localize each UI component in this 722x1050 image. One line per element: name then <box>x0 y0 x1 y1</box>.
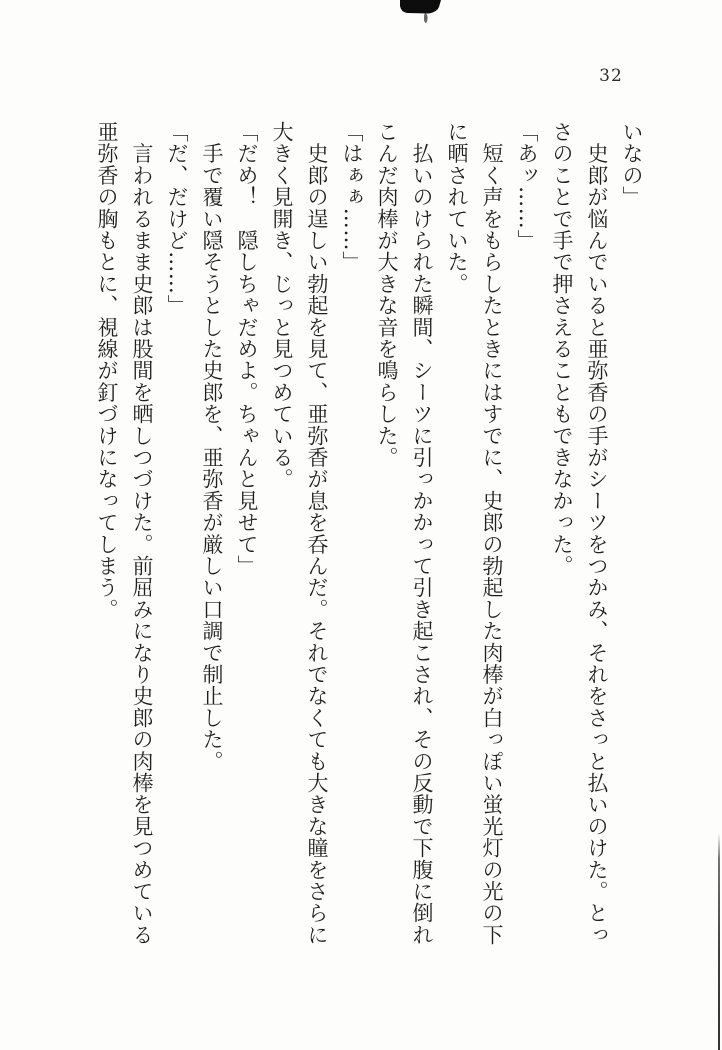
page-edge-shadow <box>718 833 720 1050</box>
paragraph-narrative: 言われるまま史郎は股間を晒しつづけた。前屈みになり史郎の肉棒を見つめている亜弥香の胸もとに、視線が釘づけになってしまう。 <box>95 121 154 946</box>
page-number: 32 <box>599 66 623 86</box>
paragraph-narrative: 史郎の逞しい勃起を見て、亜弥香が息を呑んだ。それでなくても大きな瞳をさらに大きく見開き、じっと見つめている。 <box>270 121 329 946</box>
paragraph-narrative: 史郎が悩んでいると亜弥香の手がシーツをつかみ、それをさっと払いのけた。とっさのことで手で押さえることもできなかった。 <box>550 121 609 946</box>
body-text <box>89 121 649 949</box>
paragraph-dialogue: 「はぁぁ……」 <box>340 121 364 273</box>
paragraph-narrative: 手で覆い隠そうとした史郎を、亜弥香が厳しい口調で制止した。 <box>200 121 224 772</box>
paragraph-dialogue: 「だめ！ 隠しちゃだめよ。ちゃんと見せて」 <box>235 121 259 577</box>
ink-smudge-artifact <box>396 0 446 34</box>
paragraph-quote-end: いなの」 <box>620 121 644 208</box>
paragraph-dialogue: 「だ、だけど……」 <box>165 121 189 317</box>
paragraph-narrative: 払いのけられた瞬間、シーツに引っかかって引き起こされ、その反動で下腹に倒れこんだ肉棒が大きな音を鳴らした。 <box>375 121 434 946</box>
paragraph-dialogue: 「あッ……」 <box>515 121 539 252</box>
paragraph-narrative: 短く声をもらしたときにはすでに、史郎の勃起した肉棒が白っぽい蛍光灯の光の下に晒されていた。 <box>445 121 504 946</box>
